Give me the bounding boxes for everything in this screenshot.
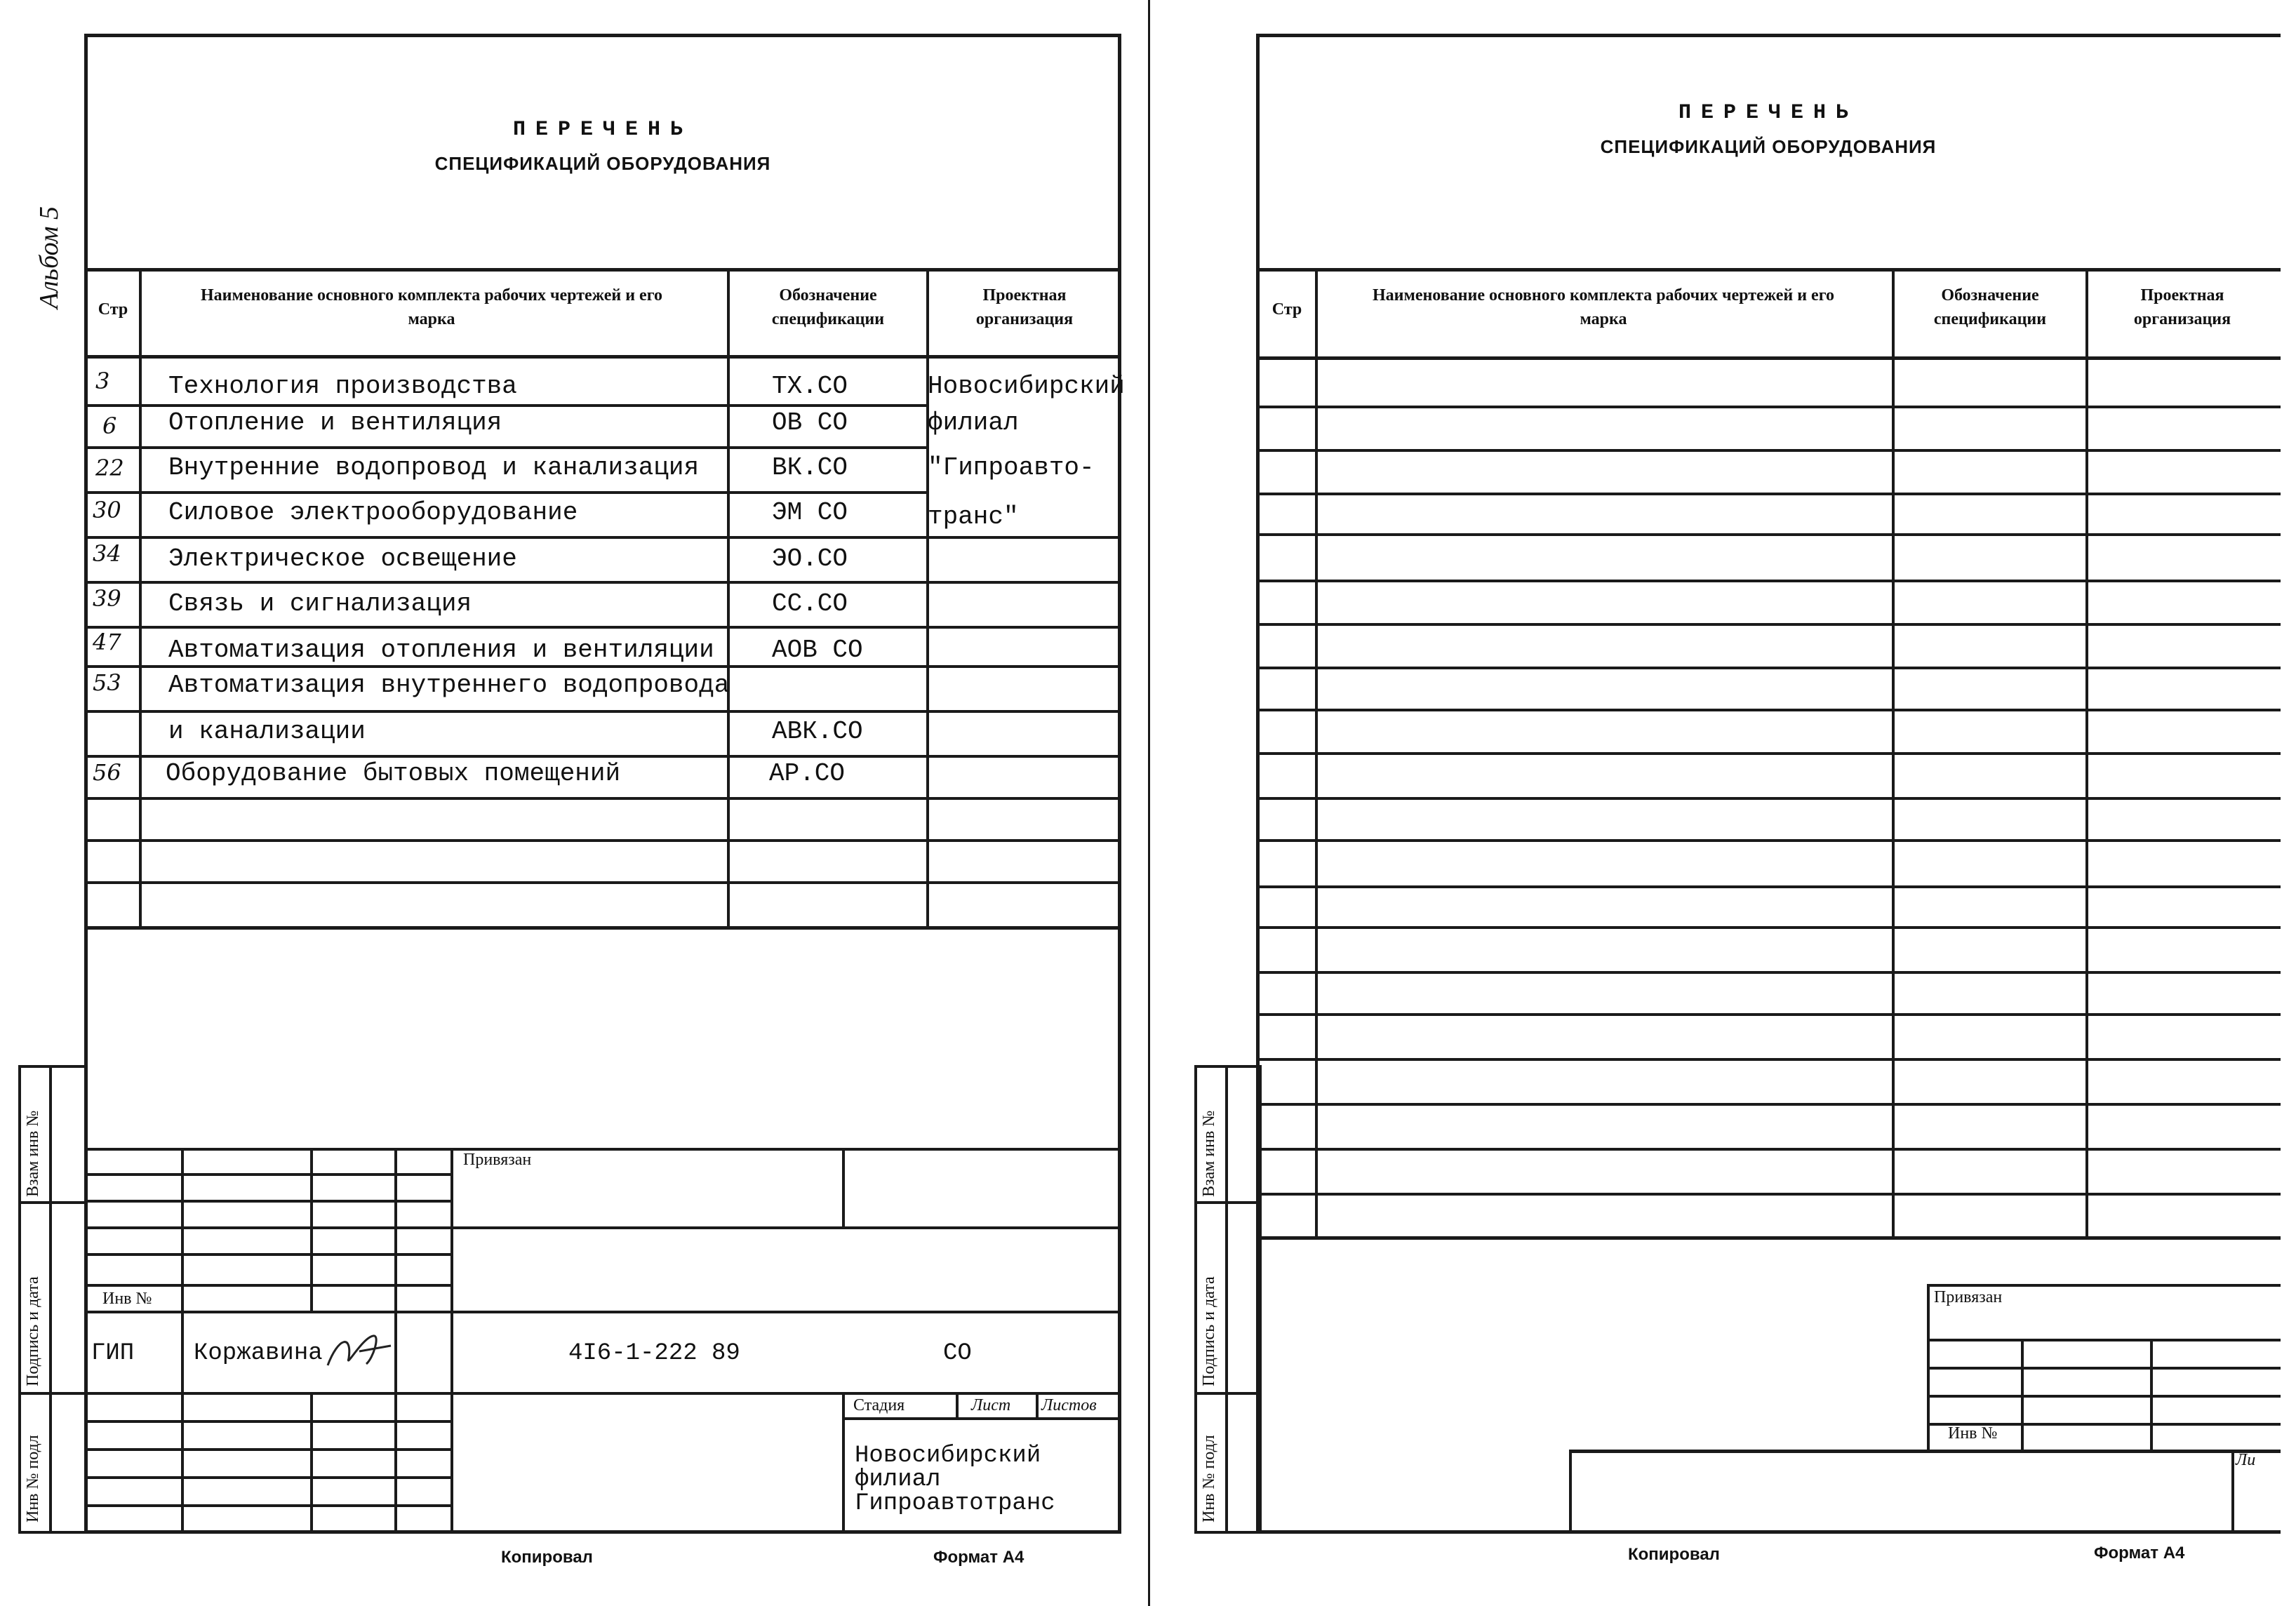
row-code: СС.СО (772, 589, 848, 618)
right-header-bottom (1257, 356, 2281, 360)
stamp-row (86, 1253, 450, 1256)
stamp-col (1036, 1392, 1039, 1419)
right-subtitle: СПЕЦИФИКАЦИЙ ОБОРУДОВАНИЯ (1600, 136, 1937, 157)
row-page: 22 (95, 455, 124, 481)
row-line (1257, 667, 2281, 669)
row-line (86, 881, 1120, 884)
row-page: 34 (93, 540, 121, 567)
row-line (1257, 406, 2281, 408)
side-stamp-line (1194, 1201, 1262, 1204)
row-line (1257, 533, 2281, 536)
row-line (1257, 709, 2281, 711)
row-line (1257, 623, 2281, 626)
row-org: транс" (928, 502, 1019, 531)
stamp-org-line3: Гипроавтотранс (855, 1490, 1055, 1517)
stamp-sheet: Лист (971, 1396, 1011, 1414)
row-line (86, 491, 926, 494)
row-name: Связь и сигнализация (168, 589, 472, 618)
row-name: Внутренние водопровод и канализация (168, 453, 700, 482)
left-header-designation: Обозначение спецификации (771, 286, 885, 328)
row-line (1257, 1148, 2281, 1151)
stamp-row (86, 1392, 1120, 1395)
stamp-stage: Стадия (853, 1396, 905, 1414)
stamp-col (450, 1148, 453, 1534)
row-page: 53 (93, 669, 121, 696)
right-header-page: Стр (1272, 300, 1302, 319)
right-header-name: Наименование основного комплекта рабочих чертежей и его марка (1372, 286, 1834, 328)
row-line (1257, 926, 2281, 929)
row-line (1257, 971, 2281, 974)
stamp-col (842, 1148, 845, 1226)
stamp-col (2150, 1339, 2153, 1450)
right-header-organization: Проектная организация (2133, 286, 2231, 328)
stamp-role: ГИП (91, 1340, 135, 1367)
side-label: Инв № подл (1200, 1435, 1218, 1523)
left-table-bottom (86, 926, 1120, 930)
footer-copied: Копировал (1628, 1545, 1720, 1564)
stamp-col (1569, 1450, 1572, 1534)
row-line (86, 446, 926, 449)
row-name: Технология производства (168, 372, 517, 401)
right-table-bottom (1257, 1236, 2281, 1240)
sheet-divider (1148, 0, 1150, 1606)
row-page: 30 (93, 497, 121, 523)
side-stamp-line (49, 1065, 52, 1534)
stamp-inv-no: Инв № (102, 1290, 152, 1308)
row-page: 39 (93, 585, 121, 612)
side-label: Подпись и дата (1200, 1276, 1218, 1386)
row-line (86, 665, 1120, 668)
stamp-row (86, 1476, 450, 1479)
stamp-row (86, 1311, 1120, 1313)
stamp-row (1927, 1395, 2281, 1398)
row-line (1257, 885, 2281, 888)
album-note: Альбом 5 (34, 206, 64, 309)
row-name: Оборудование бытовых помещений (166, 759, 621, 788)
side-stamp-line (1225, 1065, 1228, 1534)
row-line (1257, 752, 2281, 755)
stamp-org-line1: Новосибирский (855, 1443, 1041, 1469)
left-col1 (139, 268, 142, 929)
row-line (86, 536, 1120, 539)
row-org: филиал (928, 408, 1019, 437)
stamp-li: Ли (2236, 1451, 2256, 1469)
stamp-row (1569, 1450, 2281, 1453)
right-table-top (1257, 268, 2281, 272)
stamp-col (842, 1392, 845, 1534)
stamp-row (86, 1226, 450, 1229)
row-code: АР.СО (769, 759, 846, 788)
row-line (86, 626, 1120, 629)
stamp-row (1927, 1284, 2281, 1287)
stamp-privyazan: Привязан (463, 1151, 532, 1169)
row-org: "Гипроавто- (928, 453, 1095, 482)
stamp-inv-no: Инв № (1948, 1424, 1998, 1443)
stamp-row (1927, 1367, 2281, 1370)
row-code: АОВ СО (772, 636, 863, 664)
row-org: Новосибирский (928, 372, 1125, 401)
stamp-top (86, 1148, 1120, 1151)
right-title: ПЕРЕЧЕНЬ (1678, 101, 1859, 125)
footer-format: Формат А4 (2094, 1544, 2185, 1562)
row-page: 56 (93, 759, 121, 786)
stamp-row (86, 1284, 450, 1287)
row-line (1257, 493, 2281, 495)
left-title: ПЕРЕЧЕНЬ (512, 118, 693, 142)
signature-icon (324, 1330, 394, 1372)
stamp-org-line2: филиал (855, 1466, 941, 1493)
row-line (86, 839, 1120, 842)
row-name: и канализации (168, 717, 366, 746)
row-line (86, 581, 1120, 584)
left-col3 (926, 268, 929, 929)
side-label: Взам инв № (1200, 1110, 1218, 1197)
row-line (1257, 1058, 2281, 1061)
stamp-row (1927, 1339, 2281, 1341)
row-name: Силовое электрооборудование (168, 498, 578, 527)
row-page: 6 (102, 413, 117, 439)
stamp-doc-code: СО (943, 1340, 972, 1367)
row-page: 3 (95, 368, 110, 394)
row-code: ОВ СО (772, 408, 848, 437)
row-code: ЭО.СО (772, 544, 848, 573)
row-line (86, 710, 1120, 713)
right-frame (1256, 34, 2281, 1534)
stamp-sheets: Листов (1041, 1396, 1097, 1414)
stamp-row (86, 1448, 450, 1451)
row-code: ВК.СО (772, 453, 848, 482)
row-line (86, 755, 1120, 758)
row-code: ТХ.СО (772, 372, 848, 401)
left-col2 (727, 268, 730, 929)
row-line (1257, 797, 2281, 800)
side-stamp-line (18, 1392, 87, 1395)
stamp-doc-number: 4I6-1-222 89 (568, 1340, 740, 1367)
side-label: Подпись и дата (24, 1276, 42, 1386)
side-stamp-line (1194, 1392, 1262, 1395)
side-label: Взам инв № (24, 1110, 42, 1197)
side-stamp-line (18, 1201, 87, 1204)
row-code: АВК.СО (772, 717, 863, 746)
stamp-col (2231, 1450, 2234, 1534)
stamp-row (86, 1504, 450, 1507)
left-header-page: Стр (98, 300, 128, 319)
left-header-name: Наименование основного комплекта рабочих чертежей и его марка (200, 286, 662, 328)
row-line (1257, 1013, 2281, 1016)
row-line (1257, 449, 2281, 452)
left-header-bottom (86, 355, 1120, 359)
row-line (86, 404, 926, 407)
stamp-col (956, 1392, 959, 1419)
stamp-row (86, 1420, 450, 1423)
footer-copied: Копировал (501, 1548, 593, 1567)
side-label: Инв № подл (24, 1435, 42, 1523)
row-line (86, 797, 1120, 800)
row-line (1257, 839, 2281, 842)
row-code: ЭМ СО (772, 498, 848, 527)
stamp-person: Коржавина (194, 1340, 323, 1367)
row-line (1257, 1103, 2281, 1106)
stamp-row (450, 1226, 1120, 1229)
row-name: Электрическое освещение (168, 544, 517, 573)
left-table-top (86, 268, 1120, 272)
left-header-organization: Проектная организация (975, 286, 1074, 328)
row-name: Автоматизация отопления и вентиляции (168, 636, 714, 664)
stamp-row (86, 1173, 450, 1176)
stamp-col (310, 1395, 313, 1534)
stamp-privyazan: Привязан (1934, 1288, 2003, 1306)
stamp-row (842, 1417, 1120, 1420)
right-header-designation: Обозначение спецификации (1933, 286, 2047, 328)
row-line (1257, 580, 2281, 582)
row-name: Отопление и вентиляция (168, 408, 502, 437)
row-page: 47 (93, 629, 121, 655)
footer-format: Формат А4 (933, 1548, 1024, 1567)
stamp-col (2021, 1339, 2024, 1450)
row-line (1257, 1193, 2281, 1196)
row-name: Автоматизация внутреннего водопровода (168, 671, 730, 700)
left-subtitle: СПЕЦИФИКАЦИЙ ОБОРУДОВАНИЯ (434, 153, 771, 174)
stamp-row (86, 1200, 450, 1203)
